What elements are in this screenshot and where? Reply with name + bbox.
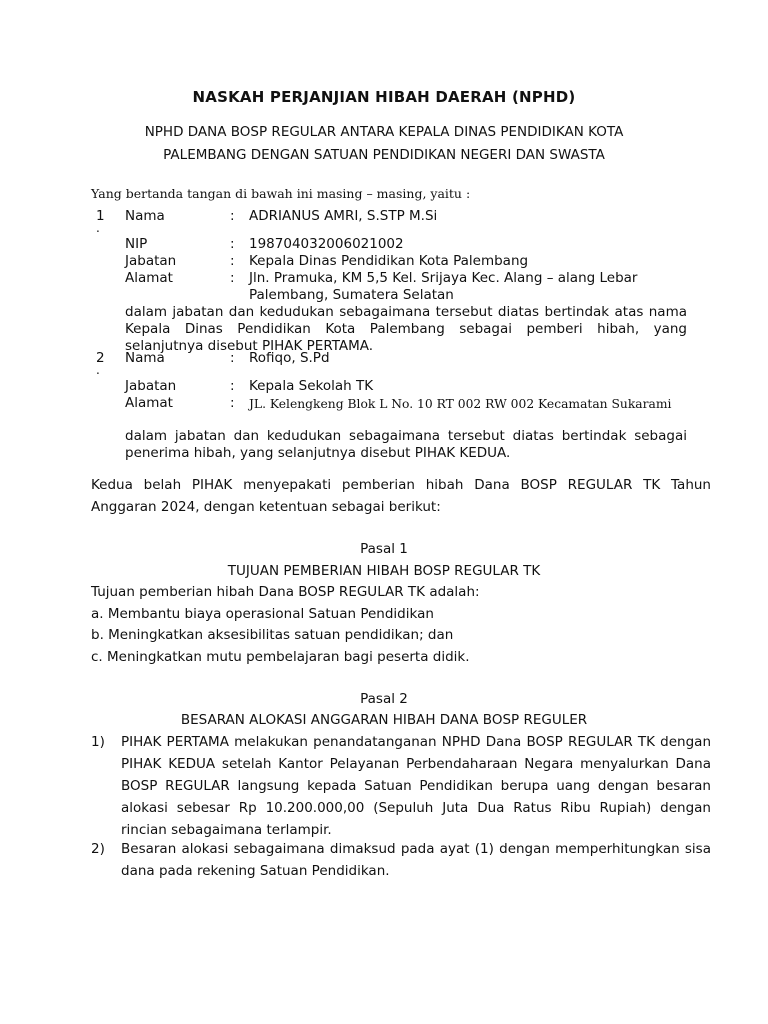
row-colon: :	[230, 395, 235, 411]
document-title: NASKAH PERJANJIAN HIBAH DAERAH (NPHD)	[192, 88, 576, 106]
list-item: a. Membantu biaya operasional Satuan Pendidikan	[91, 606, 434, 622]
row-value: Kepala Sekolah TK	[249, 378, 374, 394]
row-value: 198704032006021002	[249, 236, 404, 252]
row-label: NIP	[125, 236, 148, 252]
row-label: Nama	[125, 350, 165, 366]
pasal-2-title: BESARAN ALOKASI ANGGARAN HIBAH DANA BOSP REGULER	[180, 712, 588, 728]
list-item: c. Meningkatkan mutu pembelajaran bagi peserta didik.	[91, 649, 470, 665]
row-colon: :	[230, 236, 235, 252]
intro-text: Yang bertanda tangan di bawah ini masing – masing, yaitu :	[91, 186, 471, 201]
row-label: Jabatan	[125, 378, 177, 394]
party-number-dot: .	[96, 363, 100, 377]
row-colon: :	[230, 208, 235, 224]
row-label: Alamat	[125, 270, 173, 286]
row-value: ADRIANUS AMRI, S.STP M.Si	[249, 208, 438, 224]
row-label: Jabatan	[125, 253, 177, 269]
party-row-nama	[125, 208, 687, 226]
party-row-alamat	[125, 270, 687, 303]
item-text: Besaran alokasi sebagaimana dimaksud pada ayat (1) dengan memperhitungkan sisa dana pada rekening Satuan Pendidikan.	[121, 841, 711, 879]
party-number: 1	[96, 208, 105, 224]
party-statement: dalam jabatan dan kedudukan sebagaimana tersebut diatas bertindak sebagai penerima hibah, yang selanjutnya disebut PIHAK KEDUA.	[125, 428, 687, 461]
party-row-jabatan	[125, 378, 687, 396]
row-label: Alamat	[125, 395, 173, 411]
item-text: PIHAK PERTAMA melakukan penandatanganan NPHD Dana BOSP REGULAR TK dengan PIHAK KEDUA setelah Kantor Pelayanan Perbendaharaan Negara menyalurkan Dana BOSP REGULAR langsung kepada Satuan Pendidikan berupa uang dengan besaran alokasi sebesar Rp 10.200.000,00 (Sepuluh Juta Dua Ratus Ribu Rupiah) dengan rincian sebagaimana terlampir.	[121, 734, 711, 838]
row-value: Rofiqo, S.Pd	[249, 350, 330, 366]
row-colon: :	[230, 378, 235, 394]
party-row-alamat	[125, 395, 687, 413]
pasal-1-heading: Pasal 1	[360, 541, 408, 557]
row-value: JL. Kelengkeng Blok L No. 10 RT 002 RW 002 Kecamatan Sukarami	[249, 397, 672, 411]
row-colon: :	[230, 270, 235, 286]
party-statement: dalam jabatan dan kedudukan sebagaimana tersebut diatas bertindak atas nama Kepala Dinas Pendidikan Kota Palembang sebagai pemberi hibah, yang selanjutnya disebut PIHAK PERTAMA.	[125, 304, 687, 354]
row-label: Nama	[125, 208, 165, 224]
agreement-paragraph: Kedua belah PIHAK menyepakati pemberian hibah Dana BOSP REGULAR TK Tahun Anggaran 2024, dengan ketentuan sebagai berikut:	[91, 477, 711, 515]
party-number-dot: .	[96, 221, 100, 235]
row-colon: :	[230, 253, 235, 269]
row-value: Kepala Dinas Pendidikan Kota Palembang	[249, 253, 529, 269]
party-row-jabatan	[125, 253, 687, 271]
document-subtitle: NPHD DANA BOSP REGULAR ANTARA KEPALA DINAS PENDIDIKAN KOTA PALEMBANG DENGAN SATUAN PENDIDIKAN NEGERI DAN SWASTA	[144, 124, 624, 163]
list-item: b. Meningkatkan aksesibilitas satuan pendidikan; dan	[91, 627, 454, 643]
pasal-1-title: TUJUAN PEMBERIAN HIBAH BOSP REGULAR TK	[227, 563, 541, 579]
party-row-nip	[125, 236, 687, 254]
item-number: 1)	[91, 734, 105, 750]
pasal-1-lead: Tujuan pemberian hibah Dana BOSP REGULAR TK adalah:	[91, 584, 480, 600]
pasal-2-heading: Pasal 2	[360, 691, 408, 707]
item-number: 2)	[91, 841, 105, 857]
party-row-nama	[125, 350, 687, 368]
party-number: 2	[96, 350, 105, 366]
row-colon: :	[230, 350, 235, 366]
row-value: Jln. Pramuka, KM 5,5 Kel. Srijaya Kec. Alang – alang Lebar Palembang, Sumatera Selatan	[249, 270, 638, 303]
